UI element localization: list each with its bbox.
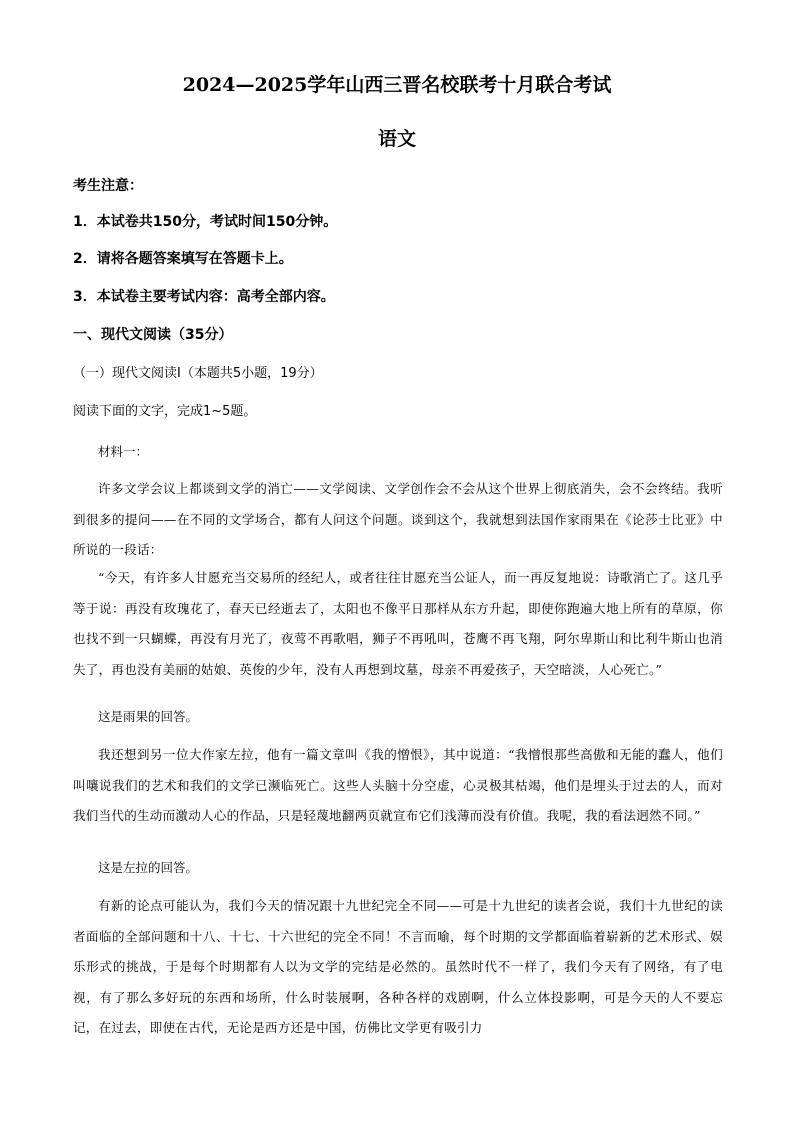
exam-title: 2024—2025学年山西三晋名校联考十月联合考试 <box>182 74 612 96</box>
section-instruction: 阅读下面的文字，完成1~5题。 <box>73 404 257 419</box>
material-paragraph: 这是左拉的回答。 <box>98 860 199 875</box>
material-paragraph: 这是雨果的回答。 <box>98 709 199 724</box>
exam-subject: 语文 <box>377 128 416 150</box>
section-sub-heading: （一）现代文阅读Ⅰ（本题共5小题，19分） <box>73 366 323 381</box>
notice-heading: 考生注意： <box>73 178 143 194</box>
material-paragraph: “今天，有许多人甘愿充当交易所的经纪人，或者往往甘愿充当公证人，而一再反复地说：诗歌消亡了。这几乎等于说：再没有玫瑰花了，春天已经逝去了，太阳也不像平日那样从东方升起，即使你跑遍大地上所有的草原，你也找不到一只蝴蝶，再没有月光了，夜莺不再歌唱，狮子不再吼叫，苍鹰不再飞翔，阿尔卑斯山和比利牛斯山也消失了，再也没有美丽的姑娘、英俊的少年，没有人再想到坟墓，母亲不再爱孩子，天空暗淡，人心死亡。” <box>73 570 723 677</box>
material-label: 材料一： <box>98 444 149 459</box>
notice-item: 3．本试卷主要考试内容：高考全部内容。 <box>73 289 335 305</box>
material-paragraph: 我还想到另一位大作家左拉，他有一篇文章叫《我的憎恨》，其中说道：“我憎恨那些高傲和无能的蠢人，他们叫嚷说我们的艺术和我们的文学已濒临死亡。这些人头脑十分空虚，心灵极其枯竭，他们是埋头于过去的人，而对我们当代的生动而激动人心的作品，只是轻蔑地翻两页就宣布它们浅薄而没有价值。我呢，我的看法迥然不同。” <box>73 747 723 823</box>
notice-item: 2．请将各题答案填写在答题卡上。 <box>73 251 293 267</box>
material-paragraph: 有新的论点可能认为，我们今天的情况跟十九世纪完全不同——可是十九世纪的读者会说，我们十九世纪的读者面临的全部问题和十八、十七、十六世纪的完全不同！不言而喻，每个时期的文学都面临着崭新的艺术形式、娱乐形式的挑战，于是每个时期都有人以为文学的完结是必然的。虽然时代不一样了，我们今天有了网络，有了电视，有了那么多好玩的东西和场所，什么时装展啊，各种各样的戏剧啊，什么立体投影啊，可是今天的人不要忘记，在过去，即使在古代，无论是西方还是中国，仿佛比文学更有吸引力 <box>73 898 723 1035</box>
material-paragraph: 许多文学会议上都谈到文学的消亡——文学阅读、文学创作会不会从这个世界上彻底消失，会不会终结。我听到很多的提问——在不同的文学场合，都有人问这个问题。谈到这个，我就想到法国作家雨果在《论莎士比亚》中所说的一段话： <box>73 481 723 557</box>
notice-item: 1．本试卷共150分，考试时间150分钟。 <box>73 214 338 230</box>
section-heading: 一、现代文阅读（35分） <box>73 327 233 343</box>
